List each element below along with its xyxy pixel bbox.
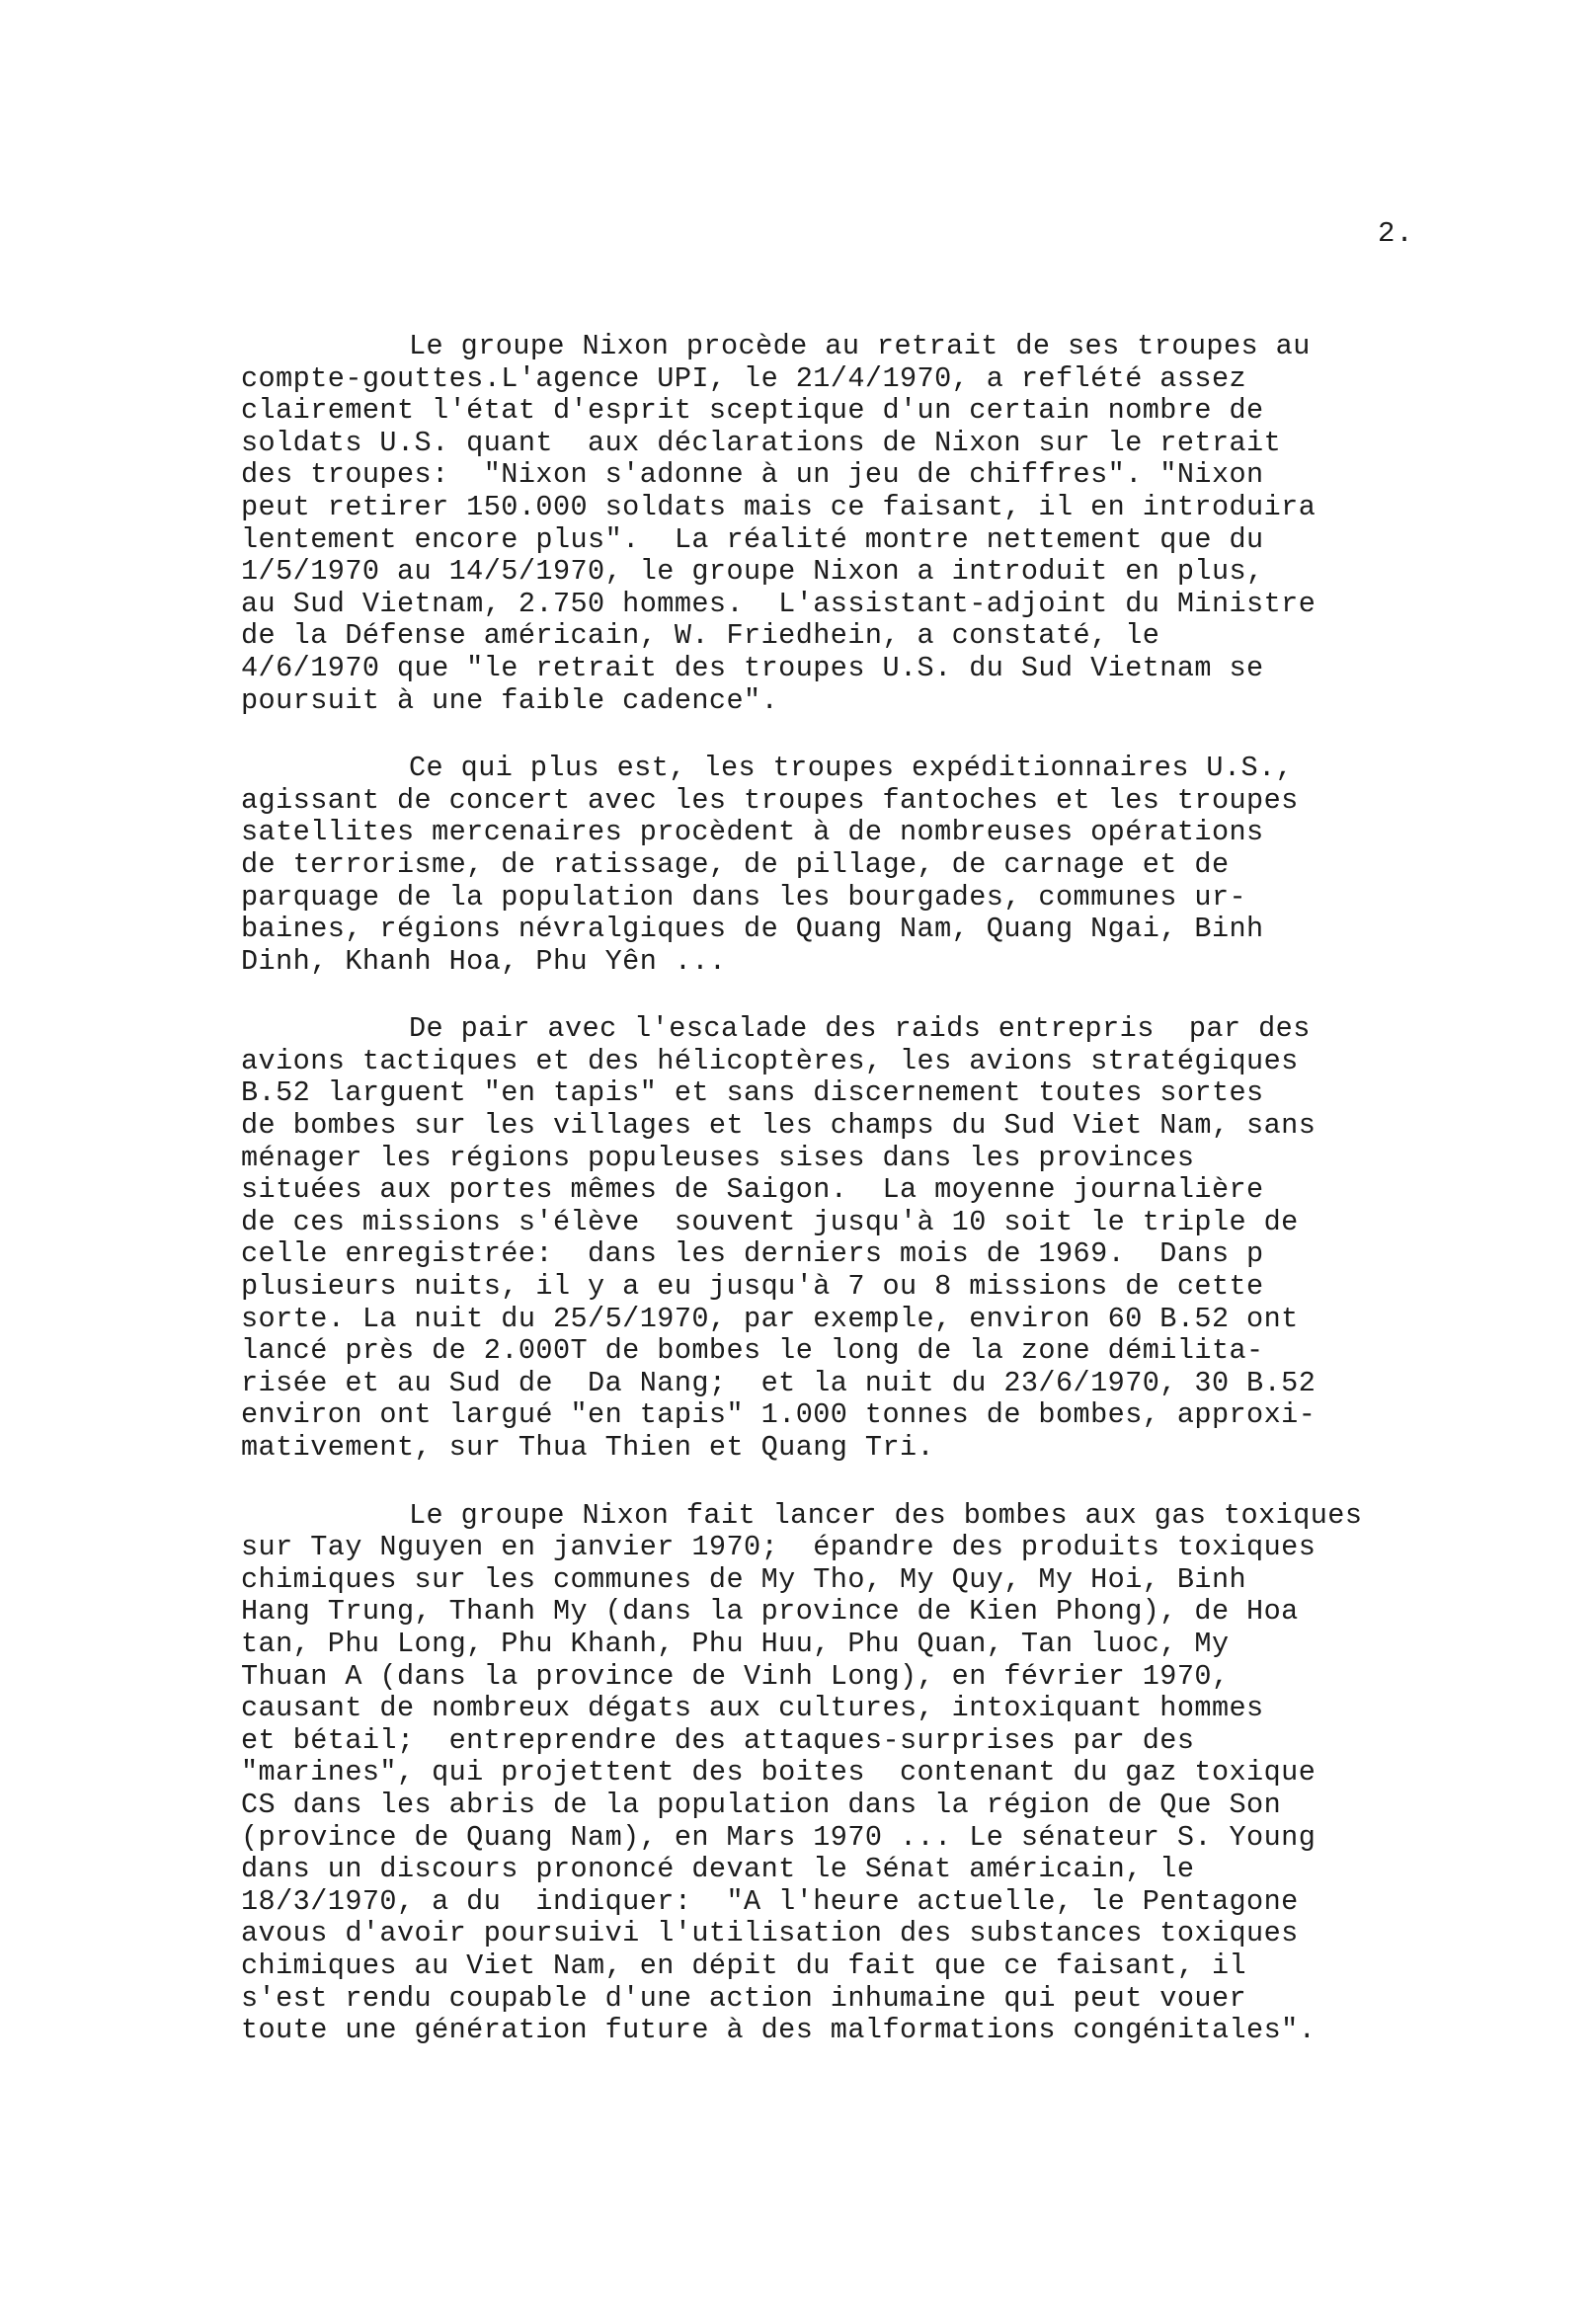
text-line: parquage de la population dans les bourgades, communes ur- xyxy=(241,880,1247,914)
text-line: De pair avec l'escalade des raids entrepris par des xyxy=(409,1012,1311,1046)
text-line: lancé près de 2.000T de bombes le long de la zone démilita- xyxy=(241,1334,1264,1368)
text-line: des troupes: "Nixon s'adonne à un jeu de chiffres". "Nixon xyxy=(241,458,1264,492)
text-line: "marines", qui projettent des boites contenant du gaz toxique xyxy=(241,1756,1317,1790)
text-line: baines, régions névralgiques de Quang Nam, Quang Ngai, Binh xyxy=(241,913,1264,946)
text-line: Le groupe Nixon fait lancer des bombes aux gas toxiques xyxy=(409,1498,1363,1532)
text-line: Hang Trung, Thanh My (dans la province de Kien Phong), de Hoa xyxy=(241,1595,1299,1629)
text-line: agissant de concert avec les troupes fantoches et les troupes xyxy=(241,783,1299,817)
page-number: 2. xyxy=(1378,217,1414,250)
text-line: Ce qui plus est, les troupes expéditionnaires U.S., xyxy=(409,752,1294,785)
text-line: 1/5/1970 au 14/5/1970, le groupe Nixon a introduit en plus, xyxy=(241,555,1264,589)
text-line: Thuan A (dans la province de Vinh Long), en février 1970, xyxy=(241,1659,1230,1693)
text-line: poursuit à une faible cadence". xyxy=(241,683,779,717)
text-line: de bombes sur les villages et les champs du Sud Viet Nam, sans xyxy=(241,1109,1317,1143)
text-line: de la Défense américain, W. Friedhein, a constaté, le xyxy=(241,619,1160,653)
text-line: peut retirer 150.000 soldats mais ce faisant, il en introduira xyxy=(241,490,1317,523)
text-line: B.52 larguent "en tapis" et sans discernement toutes sortes xyxy=(241,1076,1264,1110)
text-line: risée et au Sud de Da Nang; et la nuit du 23/6/1970, 30 B.52 xyxy=(241,1366,1317,1399)
text-line: et bétail; entreprendre des attaques-surprises par des xyxy=(241,1723,1195,1757)
text-line: sur Tay Nguyen en janvier 1970; épandre des produits toxiques xyxy=(241,1531,1317,1564)
text-line: CS dans les abris de la population dans la région de Que Son xyxy=(241,1788,1282,1821)
text-line: 18/3/1970, a du indiquer: "A l'heure actuelle, le Pentagone xyxy=(241,1884,1299,1918)
text-line: plusieurs nuits, il y a eu jusqu'à 7 ou 8 missions de cette xyxy=(241,1270,1264,1304)
text-line: causant de nombreux dégats aux cultures, intoxiquant hommes xyxy=(241,1692,1264,1725)
text-line: chimiques au Viet Nam, en dépit du fait que ce faisant, il xyxy=(241,1949,1247,1982)
text-line: Le groupe Nixon procède au retrait de ses troupes au xyxy=(409,330,1311,362)
paragraph-4 xyxy=(241,1500,1515,2047)
text-line: satellites mercenaires procèdent à de nombreuses opérations xyxy=(241,816,1264,849)
text-line: lentement encore plus". La réalité montre nettement que du xyxy=(241,522,1264,556)
text-line: de ces missions s'élève souvent jusqu'à 10 soit le triple de xyxy=(241,1205,1299,1238)
text-line: soldats U.S. quant aux déclarations de Nixon sur le retrait xyxy=(241,426,1282,459)
paragraph-1 xyxy=(241,331,1515,717)
text-line: (province de Quang Nam), en Mars 1970 ... Le sénateur S. Young xyxy=(241,1820,1317,1854)
paragraph-3 xyxy=(241,1013,1515,1464)
text-line: sorte. La nuit du 25/5/1970, par exemple, environ 60 B.52 ont xyxy=(241,1302,1299,1335)
text-line: environ ont largué "en tapis" 1.000 tonnes de bombes, approxi- xyxy=(241,1398,1317,1432)
text-line: mativement, sur Thua Thien et Quang Tri. xyxy=(241,1431,935,1464)
paragraph-2 xyxy=(241,753,1515,978)
text-line: avous d'avoir poursuivi l'utilisation des substances toxiques xyxy=(241,1917,1299,1950)
text-line: Dinh, Khanh Hoa, Phu Yên ... xyxy=(241,944,727,978)
text-line: dans un discours prononcé devant le Sénat américain, le xyxy=(241,1853,1195,1886)
text-line: celle enregistrée: dans les derniers mois de 1969. Dans p xyxy=(241,1237,1264,1271)
text-line: 4/6/1970 que "le retrait des troupes U.S. du Sud Vietnam se xyxy=(241,651,1264,684)
text-line: clairement l'état d'esprit sceptique d'un certain nombre de xyxy=(241,394,1264,428)
text-line: s'est rendu coupable d'une action inhumaine qui peut vouer xyxy=(241,1981,1247,2015)
text-line: ménager les régions populeuses sises dans les provinces xyxy=(241,1141,1195,1174)
text-line: tan, Phu Long, Phu Khanh, Phu Huu, Phu Quan, Tan luoc, My xyxy=(241,1627,1230,1660)
document-body xyxy=(241,331,1515,2047)
text-line: compte-gouttes.L'agence UPI, le 21/4/1970, a reflété assez xyxy=(241,361,1247,395)
text-line: toute une génération future à des malformations congénitales". xyxy=(241,2014,1317,2047)
text-line: avions tactiques et des hélicoptères, les avions stratégiques xyxy=(241,1044,1299,1077)
text-line: de terrorisme, de ratissage, de pillage, de carnage et de xyxy=(241,847,1230,881)
text-line: chimiques sur les communes de My Tho, My Quy, My Hoi, Binh xyxy=(241,1562,1247,1596)
text-line: au Sud Vietnam, 2.750 hommes. L'assistant-adjoint du Ministre xyxy=(241,587,1317,620)
text-line: situées aux portes mêmes de Saigon. La moyenne journalière xyxy=(241,1173,1264,1207)
